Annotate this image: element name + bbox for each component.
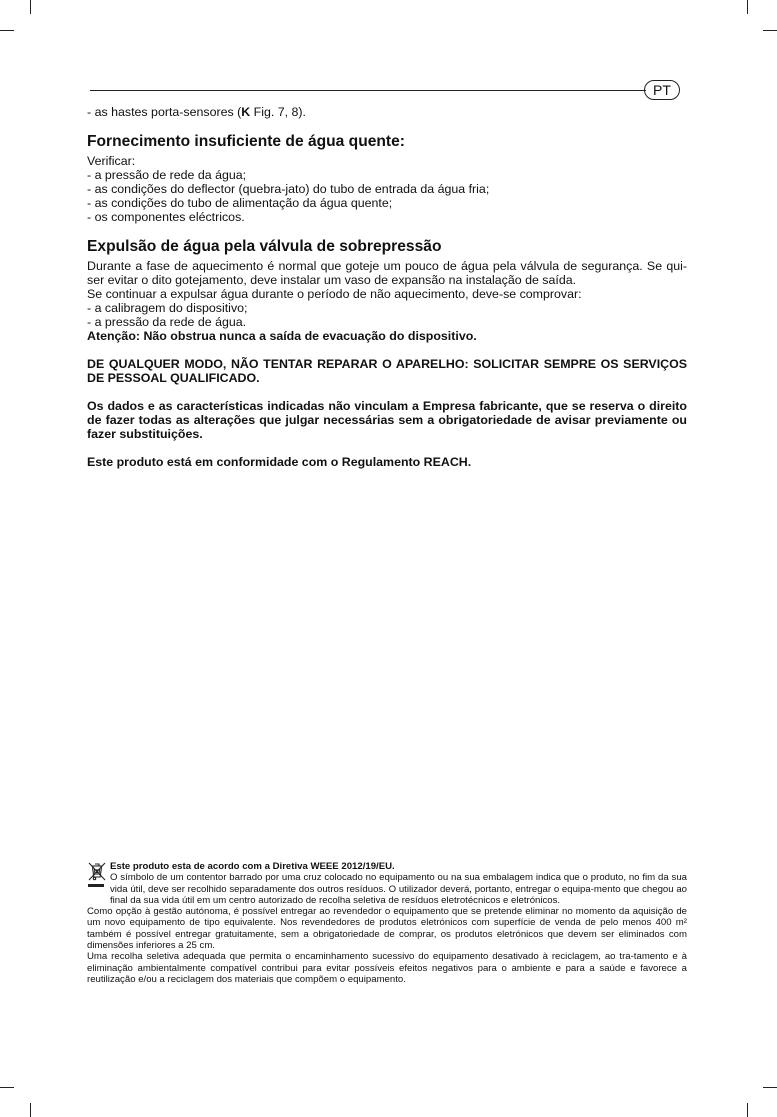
crop-mark (747, 1103, 748, 1117)
list-item: - as condições do deflector (quebra-jato) do tubo de entrada da água fria; (87, 182, 490, 196)
crop-mark (763, 1087, 777, 1088)
disclaimer-notice: Os dados e as características indicadas não vinculam a Empresa fabricante, que se reserva o direito de fazer todas as alterações que julgar necessárias sem a obrigatoriedade de avisar previamente ou fazer substituições. (87, 399, 687, 441)
weee-paragraph: Como opção à gestão autónoma, é possível entregar ao revendedor o equipamento que se pretende eliminar no momento da aquisição de um novo equipamento de tipo equivalente. Nos revendedores de produtos eletrónicos com superfície de venda de pelo menos 400 m² também é possível entregar gratuitamente, sem a obrigatoriedade de comprar, os produtos eletrónicos que devem ser eliminados com dimensões inferiores a 25 cm. (87, 906, 687, 952)
weee-paragraph: Uma recolha seletiva adequada que permita o encaminhamento sucessivo do equipamento desativado à reciclagem, ao tra-tamento e à eliminação ambientalmente compatível contribui para evitar possíveis efeitos negativos para o ambiente e para a saúde e favorece a reutilização e/ou a reciclagem dos materiais que compõem o equipamento. (87, 951, 687, 985)
intro-line (87, 105, 687, 119)
crop-mark (747, 0, 748, 14)
paragraph: Durante a fase de aquecimento é normal que goteje um pouco de água pela válvula de segurança. Se qui-ser evitar o dito gotejamento, deve instalar um vaso de expansão na instalação de saída. (87, 259, 687, 287)
repair-notice: DE QUALQUER MODO, NÃO TENTAR REPARAR O APARELHO: SOLICITAR SEMPRE OS SERVIÇOS DE PESSOAL QUALIFICADO. (87, 357, 687, 385)
intro-bold-ref: K (241, 105, 251, 119)
language-badge: PT (644, 80, 680, 100)
crop-mark (0, 1087, 14, 1088)
list-item: - a pressão da rede de água. (87, 315, 247, 329)
header-rule (90, 90, 646, 91)
section-title: Expulsão de água pela válvula de sobrepressão (87, 238, 442, 255)
crop-mark (763, 30, 777, 31)
reach-notice: Este produto está em conformidade com o Regulamento REACH. (87, 455, 472, 469)
crop-mark (0, 30, 14, 31)
weee-title: Este produto esta de acordo com a Diretiva WEEE 2012/19/EU. (110, 861, 395, 872)
list-item: - a calibragem do dispositivo; (87, 301, 248, 315)
intro-text: - as hastes porta-sensores ( (87, 105, 242, 119)
warning-text: Atenção: Não obstrua nunca a saída de evacuação do dispositivo. (87, 329, 477, 343)
page-content (87, 105, 687, 469)
crop-mark (30, 0, 31, 14)
weee-paragraph: O símbolo de um contentor barrado por uma cruz colocado no equipamento ou na sua embalagem indica que o produto, no fim da sua vida útil, deve ser recolhido separadamente dos outros resíduos. O utilizador deverá, portanto, entregar o equipa-mento que chegou ao final da sua vida útil em um centro autorizado de recolha seletiva de resíduos eletrotécnicos e eletrónicos. (110, 872, 687, 906)
list-item: - a pressão de rede da água; (87, 168, 247, 182)
crop-mark (30, 1103, 31, 1117)
section-lead: Verificar: (87, 154, 136, 168)
list-item: - as condições do tubo de alimentação da água quente; (87, 196, 393, 210)
paragraph: Se continuar a expulsar água durante o período de não aquecimento, deve-se comprovar: (87, 287, 582, 301)
intro-end: Fig. 7, 8). (250, 105, 306, 119)
section-title: Fornecimento insuficiente de água quente: (87, 133, 405, 150)
weee-notice (87, 861, 687, 985)
list-item: - os componentes eléctricos. (87, 210, 245, 224)
